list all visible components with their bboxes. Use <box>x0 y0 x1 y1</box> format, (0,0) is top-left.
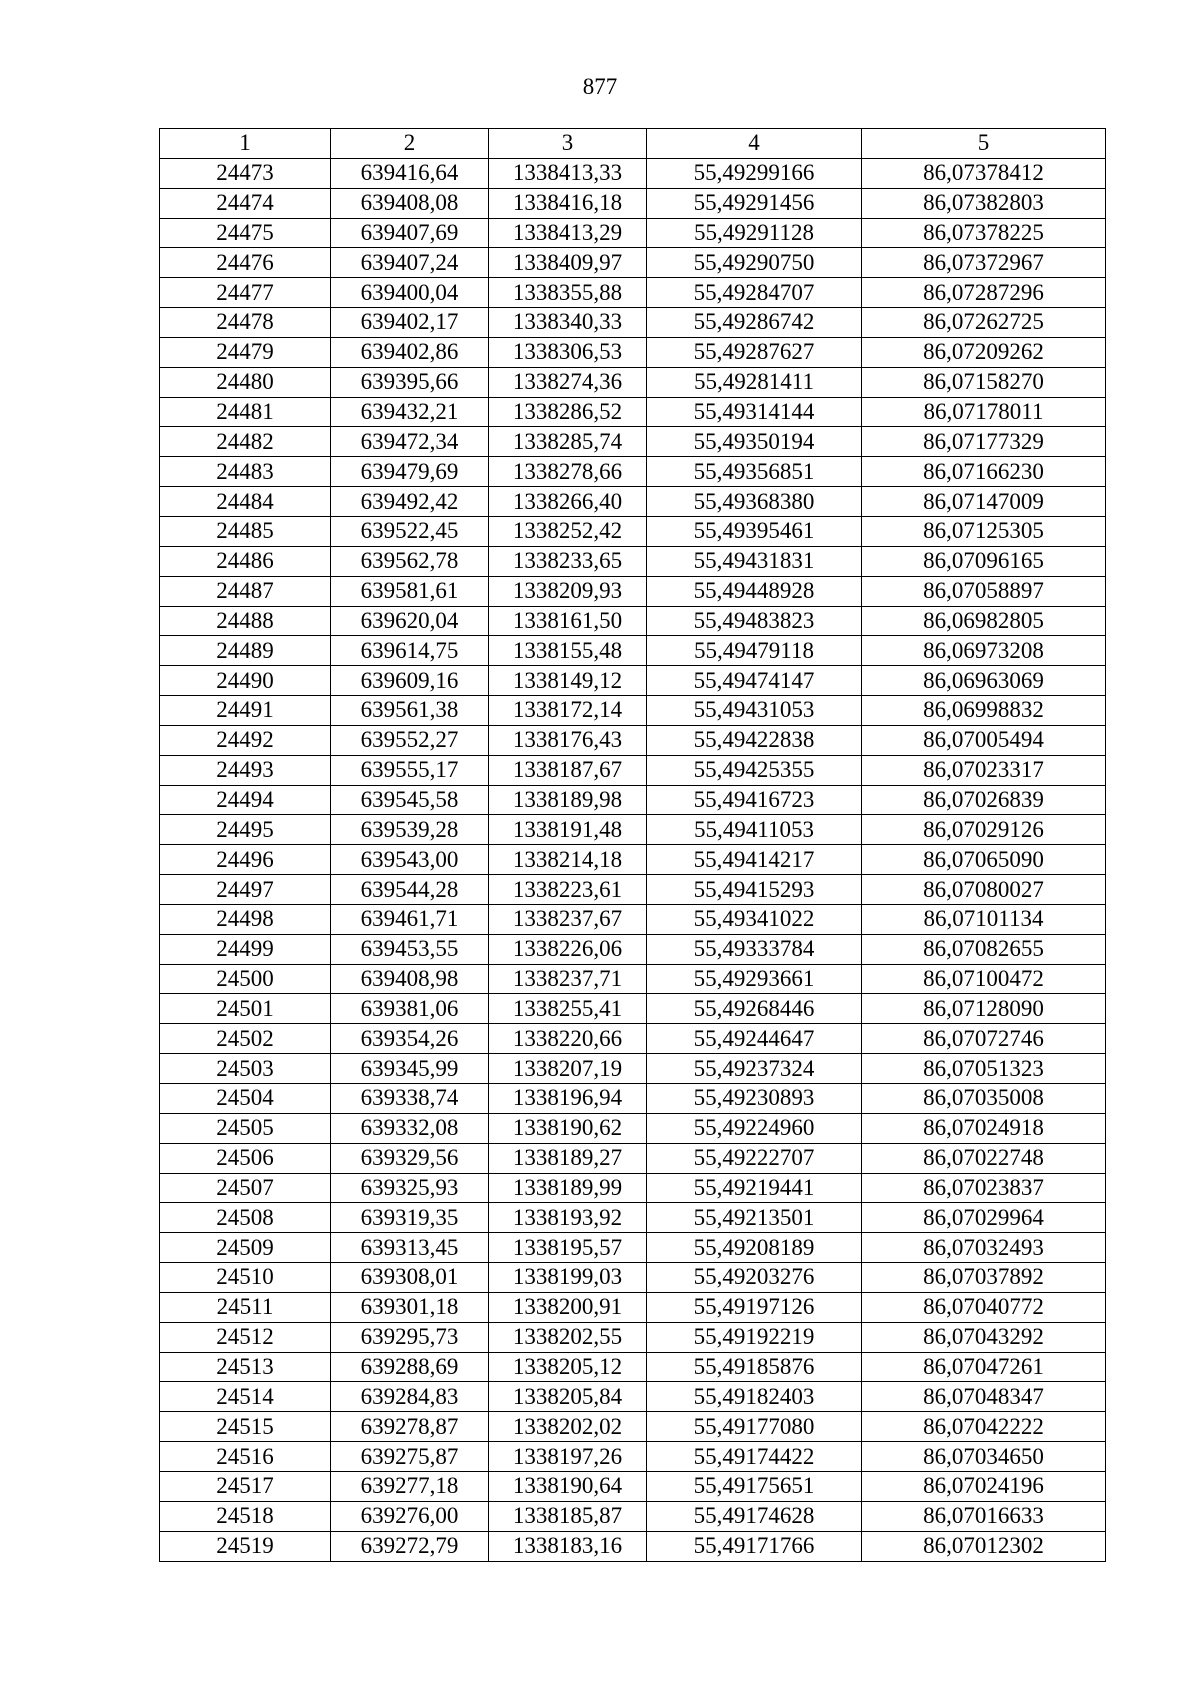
point-number-cell: 24482 <box>160 427 331 457</box>
point-number-cell: 24505 <box>160 1113 331 1143</box>
point-number-cell: 24519 <box>160 1531 331 1561</box>
longitude-cell: 86,07072746 <box>862 1024 1106 1054</box>
longitude-cell: 86,07177329 <box>862 427 1106 457</box>
x-coordinate-cell: 639275,87 <box>331 1442 489 1472</box>
x-coordinate-cell: 639277,18 <box>331 1471 489 1501</box>
table-row <box>160 1024 1106 1054</box>
point-number-cell: 24477 <box>160 278 331 308</box>
latitude-cell: 55,49293661 <box>647 964 862 994</box>
y-coordinate-cell: 1338193,92 <box>489 1203 647 1233</box>
latitude-cell: 55,49414217 <box>647 845 862 875</box>
latitude-cell: 55,49291128 <box>647 218 862 248</box>
latitude-cell: 55,49411053 <box>647 815 862 845</box>
x-coordinate-cell: 639402,17 <box>331 308 489 338</box>
longitude-cell: 86,07034650 <box>862 1442 1106 1472</box>
x-coordinate-cell: 639276,00 <box>331 1501 489 1531</box>
point-number-cell: 24478 <box>160 308 331 338</box>
point-number-cell: 24490 <box>160 666 331 696</box>
latitude-cell: 55,49171766 <box>647 1531 862 1561</box>
point-number-cell: 24483 <box>160 457 331 487</box>
x-coordinate-cell: 639329,56 <box>331 1143 489 1173</box>
x-coordinate-cell: 639544,28 <box>331 875 489 905</box>
x-coordinate-cell: 639552,27 <box>331 725 489 755</box>
longitude-cell: 86,07080027 <box>862 875 1106 905</box>
table-row <box>160 487 1106 517</box>
y-coordinate-cell: 1338183,16 <box>489 1531 647 1561</box>
table-row <box>160 696 1106 726</box>
point-number-cell: 24501 <box>160 994 331 1024</box>
latitude-cell: 55,49314144 <box>647 397 862 427</box>
x-coordinate-cell: 639581,61 <box>331 576 489 606</box>
y-coordinate-cell: 1338207,19 <box>489 1054 647 1084</box>
table-row <box>160 1471 1106 1501</box>
x-coordinate-cell: 639492,42 <box>331 487 489 517</box>
longitude-cell: 86,07024918 <box>862 1113 1106 1143</box>
x-coordinate-cell: 639313,45 <box>331 1233 489 1263</box>
x-coordinate-cell: 639278,87 <box>331 1412 489 1442</box>
point-number-cell: 24474 <box>160 188 331 218</box>
x-coordinate-cell: 639354,26 <box>331 1024 489 1054</box>
x-coordinate-cell: 639561,38 <box>331 696 489 726</box>
point-number-cell: 24518 <box>160 1501 331 1531</box>
latitude-cell: 55,49224960 <box>647 1113 862 1143</box>
longitude-cell: 86,07005494 <box>862 725 1106 755</box>
table-row <box>160 188 1106 218</box>
x-coordinate-cell: 639555,17 <box>331 755 489 785</box>
table-row <box>160 785 1106 815</box>
point-number-cell: 24488 <box>160 606 331 636</box>
y-coordinate-cell: 1338202,55 <box>489 1322 647 1352</box>
longitude-cell: 86,07158270 <box>862 367 1106 397</box>
x-coordinate-cell: 639545,58 <box>331 785 489 815</box>
longitude-cell: 86,07024196 <box>862 1471 1106 1501</box>
longitude-cell: 86,07372967 <box>862 248 1106 278</box>
x-coordinate-cell: 639522,45 <box>331 516 489 546</box>
longitude-cell: 86,07178011 <box>862 397 1106 427</box>
y-coordinate-cell: 1338196,94 <box>489 1084 647 1114</box>
longitude-cell: 86,07037892 <box>862 1263 1106 1293</box>
longitude-cell: 86,07023317 <box>862 755 1106 785</box>
point-number-cell: 24492 <box>160 725 331 755</box>
y-coordinate-cell: 1338189,27 <box>489 1143 647 1173</box>
point-number-cell: 24516 <box>160 1442 331 1472</box>
table-row <box>160 1322 1106 1352</box>
x-coordinate-cell: 639479,69 <box>331 457 489 487</box>
longitude-cell: 86,07023837 <box>862 1173 1106 1203</box>
point-number-cell: 24489 <box>160 636 331 666</box>
y-coordinate-cell: 1338190,62 <box>489 1113 647 1143</box>
column-header-2: 2 <box>331 129 489 159</box>
y-coordinate-cell: 1338187,67 <box>489 755 647 785</box>
table-row <box>160 964 1106 994</box>
latitude-cell: 55,49299166 <box>647 158 862 188</box>
table-row <box>160 278 1106 308</box>
x-coordinate-cell: 639407,24 <box>331 248 489 278</box>
latitude-cell: 55,49244647 <box>647 1024 862 1054</box>
longitude-cell: 86,07166230 <box>862 457 1106 487</box>
point-number-cell: 24514 <box>160 1382 331 1412</box>
table-row <box>160 516 1106 546</box>
x-coordinate-cell: 639345,99 <box>331 1054 489 1084</box>
y-coordinate-cell: 1338286,52 <box>489 397 647 427</box>
y-coordinate-cell: 1338223,61 <box>489 875 647 905</box>
latitude-cell: 55,49368380 <box>647 487 862 517</box>
x-coordinate-cell: 639472,34 <box>331 427 489 457</box>
latitude-cell: 55,49448928 <box>647 576 862 606</box>
x-coordinate-cell: 639432,21 <box>331 397 489 427</box>
point-number-cell: 24512 <box>160 1322 331 1352</box>
table-row <box>160 218 1106 248</box>
x-coordinate-cell: 639453,55 <box>331 934 489 964</box>
x-coordinate-cell: 639461,71 <box>331 904 489 934</box>
x-coordinate-cell: 639400,04 <box>331 278 489 308</box>
coordinates-table <box>159 128 1106 1562</box>
longitude-cell: 86,07382803 <box>862 188 1106 218</box>
latitude-cell: 55,49395461 <box>647 516 862 546</box>
latitude-cell: 55,49479118 <box>647 636 862 666</box>
x-coordinate-cell: 639381,06 <box>331 994 489 1024</box>
column-header-5: 5 <box>862 129 1106 159</box>
y-coordinate-cell: 1338189,99 <box>489 1173 647 1203</box>
table-row <box>160 1292 1106 1322</box>
table-row <box>160 367 1106 397</box>
table-row <box>160 248 1106 278</box>
y-coordinate-cell: 1338161,50 <box>489 606 647 636</box>
x-coordinate-cell: 639614,75 <box>331 636 489 666</box>
longitude-cell: 86,06973208 <box>862 636 1106 666</box>
x-coordinate-cell: 639543,00 <box>331 845 489 875</box>
x-coordinate-cell: 639539,28 <box>331 815 489 845</box>
y-coordinate-cell: 1338172,14 <box>489 696 647 726</box>
table-row <box>160 875 1106 905</box>
point-number-cell: 24493 <box>160 755 331 785</box>
longitude-cell: 86,07058897 <box>862 576 1106 606</box>
point-number-cell: 24504 <box>160 1084 331 1114</box>
longitude-cell: 86,07032493 <box>862 1233 1106 1263</box>
table-row <box>160 994 1106 1024</box>
latitude-cell: 55,49422838 <box>647 725 862 755</box>
table-row <box>160 1412 1106 1442</box>
latitude-cell: 55,49208189 <box>647 1233 862 1263</box>
latitude-cell: 55,49177080 <box>647 1412 862 1442</box>
column-header-1: 1 <box>160 129 331 159</box>
table-row <box>160 1501 1106 1531</box>
point-number-cell: 24515 <box>160 1412 331 1442</box>
point-number-cell: 24507 <box>160 1173 331 1203</box>
column-header-3: 3 <box>489 129 647 159</box>
y-coordinate-cell: 1338274,36 <box>489 367 647 397</box>
latitude-cell: 55,49290750 <box>647 248 862 278</box>
latitude-cell: 55,49286742 <box>647 308 862 338</box>
longitude-cell: 86,07022748 <box>862 1143 1106 1173</box>
latitude-cell: 55,49268446 <box>647 994 862 1024</box>
point-number-cell: 24503 <box>160 1054 331 1084</box>
y-coordinate-cell: 1338409,97 <box>489 248 647 278</box>
table-row <box>160 427 1106 457</box>
y-coordinate-cell: 1338214,18 <box>489 845 647 875</box>
table-row <box>160 815 1106 845</box>
x-coordinate-cell: 639284,83 <box>331 1382 489 1412</box>
longitude-cell: 86,06963069 <box>862 666 1106 696</box>
table-row <box>160 845 1106 875</box>
latitude-cell: 55,49425355 <box>647 755 862 785</box>
latitude-cell: 55,49350194 <box>647 427 862 457</box>
latitude-cell: 55,49185876 <box>647 1352 862 1382</box>
latitude-cell: 55,49415293 <box>647 875 862 905</box>
point-number-cell: 24473 <box>160 158 331 188</box>
longitude-cell: 86,07016633 <box>862 1501 1106 1531</box>
table-row <box>160 1203 1106 1233</box>
point-number-cell: 24509 <box>160 1233 331 1263</box>
latitude-cell: 55,49281411 <box>647 367 862 397</box>
longitude-cell: 86,07065090 <box>862 845 1106 875</box>
y-coordinate-cell: 1338340,33 <box>489 308 647 338</box>
y-coordinate-cell: 1338252,42 <box>489 516 647 546</box>
table-row <box>160 636 1106 666</box>
longitude-cell: 86,07012302 <box>862 1531 1106 1561</box>
longitude-cell: 86,06982805 <box>862 606 1106 636</box>
longitude-cell: 86,06998832 <box>862 696 1106 726</box>
longitude-cell: 86,07209262 <box>862 337 1106 367</box>
x-coordinate-cell: 639332,08 <box>331 1113 489 1143</box>
y-coordinate-cell: 1338205,12 <box>489 1352 647 1382</box>
point-number-cell: 24486 <box>160 546 331 576</box>
point-number-cell: 24511 <box>160 1292 331 1322</box>
point-number-cell: 24513 <box>160 1352 331 1382</box>
table-body <box>160 158 1106 1561</box>
latitude-cell: 55,49341022 <box>647 904 862 934</box>
point-number-cell: 24502 <box>160 1024 331 1054</box>
latitude-cell: 55,49175651 <box>647 1471 862 1501</box>
longitude-cell: 86,07042222 <box>862 1412 1106 1442</box>
longitude-cell: 86,07029964 <box>862 1203 1106 1233</box>
table-row <box>160 934 1106 964</box>
y-coordinate-cell: 1338233,65 <box>489 546 647 576</box>
point-number-cell: 24497 <box>160 875 331 905</box>
x-coordinate-cell: 639338,74 <box>331 1084 489 1114</box>
y-coordinate-cell: 1338237,71 <box>489 964 647 994</box>
y-coordinate-cell: 1338209,93 <box>489 576 647 606</box>
x-coordinate-cell: 639319,35 <box>331 1203 489 1233</box>
table-row <box>160 725 1106 755</box>
latitude-cell: 55,49431831 <box>647 546 862 576</box>
point-number-cell: 24481 <box>160 397 331 427</box>
table-row <box>160 546 1106 576</box>
y-coordinate-cell: 1338413,29 <box>489 218 647 248</box>
point-number-cell: 24491 <box>160 696 331 726</box>
table-row <box>160 1442 1106 1472</box>
table-row <box>160 576 1106 606</box>
table-row <box>160 1263 1106 1293</box>
longitude-cell: 86,07082655 <box>862 934 1106 964</box>
table-row <box>160 457 1106 487</box>
x-coordinate-cell: 639620,04 <box>331 606 489 636</box>
table-row <box>160 1143 1106 1173</box>
y-coordinate-cell: 1338205,84 <box>489 1382 647 1412</box>
latitude-cell: 55,49474147 <box>647 666 862 696</box>
table-row <box>160 158 1106 188</box>
point-number-cell: 24506 <box>160 1143 331 1173</box>
latitude-cell: 55,49287627 <box>647 337 862 367</box>
y-coordinate-cell: 1338191,48 <box>489 815 647 845</box>
point-number-cell: 24517 <box>160 1471 331 1501</box>
point-number-cell: 24500 <box>160 964 331 994</box>
longitude-cell: 86,07378225 <box>862 218 1106 248</box>
point-number-cell: 24485 <box>160 516 331 546</box>
table-header-row <box>160 129 1106 159</box>
x-coordinate-cell: 639325,93 <box>331 1173 489 1203</box>
y-coordinate-cell: 1338413,33 <box>489 158 647 188</box>
table-row <box>160 1531 1106 1561</box>
point-number-cell: 24508 <box>160 1203 331 1233</box>
longitude-cell: 86,07051323 <box>862 1054 1106 1084</box>
latitude-cell: 55,49222707 <box>647 1143 862 1173</box>
point-number-cell: 24484 <box>160 487 331 517</box>
y-coordinate-cell: 1338200,91 <box>489 1292 647 1322</box>
y-coordinate-cell: 1338220,66 <box>489 1024 647 1054</box>
x-coordinate-cell: 639407,69 <box>331 218 489 248</box>
point-number-cell: 24487 <box>160 576 331 606</box>
table-row <box>160 904 1106 934</box>
table-row <box>160 1233 1106 1263</box>
y-coordinate-cell: 1338355,88 <box>489 278 647 308</box>
latitude-cell: 55,49416723 <box>647 785 862 815</box>
point-number-cell: 24496 <box>160 845 331 875</box>
longitude-cell: 86,07125305 <box>862 516 1106 546</box>
longitude-cell: 86,07147009 <box>862 487 1106 517</box>
x-coordinate-cell: 639562,78 <box>331 546 489 576</box>
latitude-cell: 55,49483823 <box>647 606 862 636</box>
y-coordinate-cell: 1338285,74 <box>489 427 647 457</box>
longitude-cell: 86,07096165 <box>862 546 1106 576</box>
x-coordinate-cell: 639408,98 <box>331 964 489 994</box>
y-coordinate-cell: 1338149,12 <box>489 666 647 696</box>
latitude-cell: 55,49192219 <box>647 1322 862 1352</box>
point-number-cell: 24480 <box>160 367 331 397</box>
table-row <box>160 337 1106 367</box>
x-coordinate-cell: 639308,01 <box>331 1263 489 1293</box>
table-row <box>160 1352 1106 1382</box>
table-row <box>160 666 1106 696</box>
latitude-cell: 55,49284707 <box>647 278 862 308</box>
longitude-cell: 86,07043292 <box>862 1322 1106 1352</box>
point-number-cell: 24479 <box>160 337 331 367</box>
y-coordinate-cell: 1338189,98 <box>489 785 647 815</box>
point-number-cell: 24494 <box>160 785 331 815</box>
latitude-cell: 55,49356851 <box>647 457 862 487</box>
longitude-cell: 86,07101134 <box>862 904 1106 934</box>
table-row <box>160 1054 1106 1084</box>
y-coordinate-cell: 1338237,67 <box>489 904 647 934</box>
table-row <box>160 308 1106 338</box>
longitude-cell: 86,07035008 <box>862 1084 1106 1114</box>
longitude-cell: 86,07287296 <box>862 278 1106 308</box>
latitude-cell: 55,49291456 <box>647 188 862 218</box>
x-coordinate-cell: 639272,79 <box>331 1531 489 1561</box>
point-number-cell: 24495 <box>160 815 331 845</box>
y-coordinate-cell: 1338416,18 <box>489 188 647 218</box>
y-coordinate-cell: 1338226,06 <box>489 934 647 964</box>
latitude-cell: 55,49174628 <box>647 1501 862 1531</box>
y-coordinate-cell: 1338176,43 <box>489 725 647 755</box>
page-number: 877 <box>582 74 618 99</box>
y-coordinate-cell: 1338255,41 <box>489 994 647 1024</box>
point-number-cell: 24476 <box>160 248 331 278</box>
latitude-cell: 55,49219441 <box>647 1173 862 1203</box>
y-coordinate-cell: 1338306,53 <box>489 337 647 367</box>
table-row <box>160 397 1106 427</box>
x-coordinate-cell: 639402,86 <box>331 337 489 367</box>
y-coordinate-cell: 1338155,48 <box>489 636 647 666</box>
y-coordinate-cell: 1338190,64 <box>489 1471 647 1501</box>
x-coordinate-cell: 639301,18 <box>331 1292 489 1322</box>
longitude-cell: 86,07047261 <box>862 1352 1106 1382</box>
longitude-cell: 86,07048347 <box>862 1382 1106 1412</box>
latitude-cell: 55,49174422 <box>647 1442 862 1472</box>
point-number-cell: 24499 <box>160 934 331 964</box>
latitude-cell: 55,49213501 <box>647 1203 862 1233</box>
table-row <box>160 755 1106 785</box>
table-row <box>160 1113 1106 1143</box>
latitude-cell: 55,49182403 <box>647 1382 862 1412</box>
x-coordinate-cell: 639395,66 <box>331 367 489 397</box>
x-coordinate-cell: 639295,73 <box>331 1322 489 1352</box>
longitude-cell: 86,07128090 <box>862 994 1106 1024</box>
y-coordinate-cell: 1338278,66 <box>489 457 647 487</box>
x-coordinate-cell: 639288,69 <box>331 1352 489 1382</box>
latitude-cell: 55,49237324 <box>647 1054 862 1084</box>
table-row <box>160 1173 1106 1203</box>
y-coordinate-cell: 1338199,03 <box>489 1263 647 1293</box>
longitude-cell: 86,07262725 <box>862 308 1106 338</box>
latitude-cell: 55,49203276 <box>647 1263 862 1293</box>
longitude-cell: 86,07040772 <box>862 1292 1106 1322</box>
y-coordinate-cell: 1338195,57 <box>489 1233 647 1263</box>
x-coordinate-cell: 639408,08 <box>331 188 489 218</box>
longitude-cell: 86,07100472 <box>862 964 1106 994</box>
table-row <box>160 606 1106 636</box>
latitude-cell: 55,49333784 <box>647 934 862 964</box>
x-coordinate-cell: 639416,64 <box>331 158 489 188</box>
y-coordinate-cell: 1338185,87 <box>489 1501 647 1531</box>
longitude-cell: 86,07378412 <box>862 158 1106 188</box>
latitude-cell: 55,49230893 <box>647 1084 862 1114</box>
y-coordinate-cell: 1338197,26 <box>489 1442 647 1472</box>
y-coordinate-cell: 1338266,40 <box>489 487 647 517</box>
longitude-cell: 86,07026839 <box>862 785 1106 815</box>
table-row <box>160 1084 1106 1114</box>
longitude-cell: 86,07029126 <box>862 815 1106 845</box>
table-row <box>160 1382 1106 1412</box>
y-coordinate-cell: 1338202,02 <box>489 1412 647 1442</box>
point-number-cell: 24475 <box>160 218 331 248</box>
point-number-cell: 24498 <box>160 904 331 934</box>
point-number-cell: 24510 <box>160 1263 331 1293</box>
latitude-cell: 55,49431053 <box>647 696 862 726</box>
x-coordinate-cell: 639609,16 <box>331 666 489 696</box>
latitude-cell: 55,49197126 <box>647 1292 862 1322</box>
column-header-4: 4 <box>647 129 862 159</box>
